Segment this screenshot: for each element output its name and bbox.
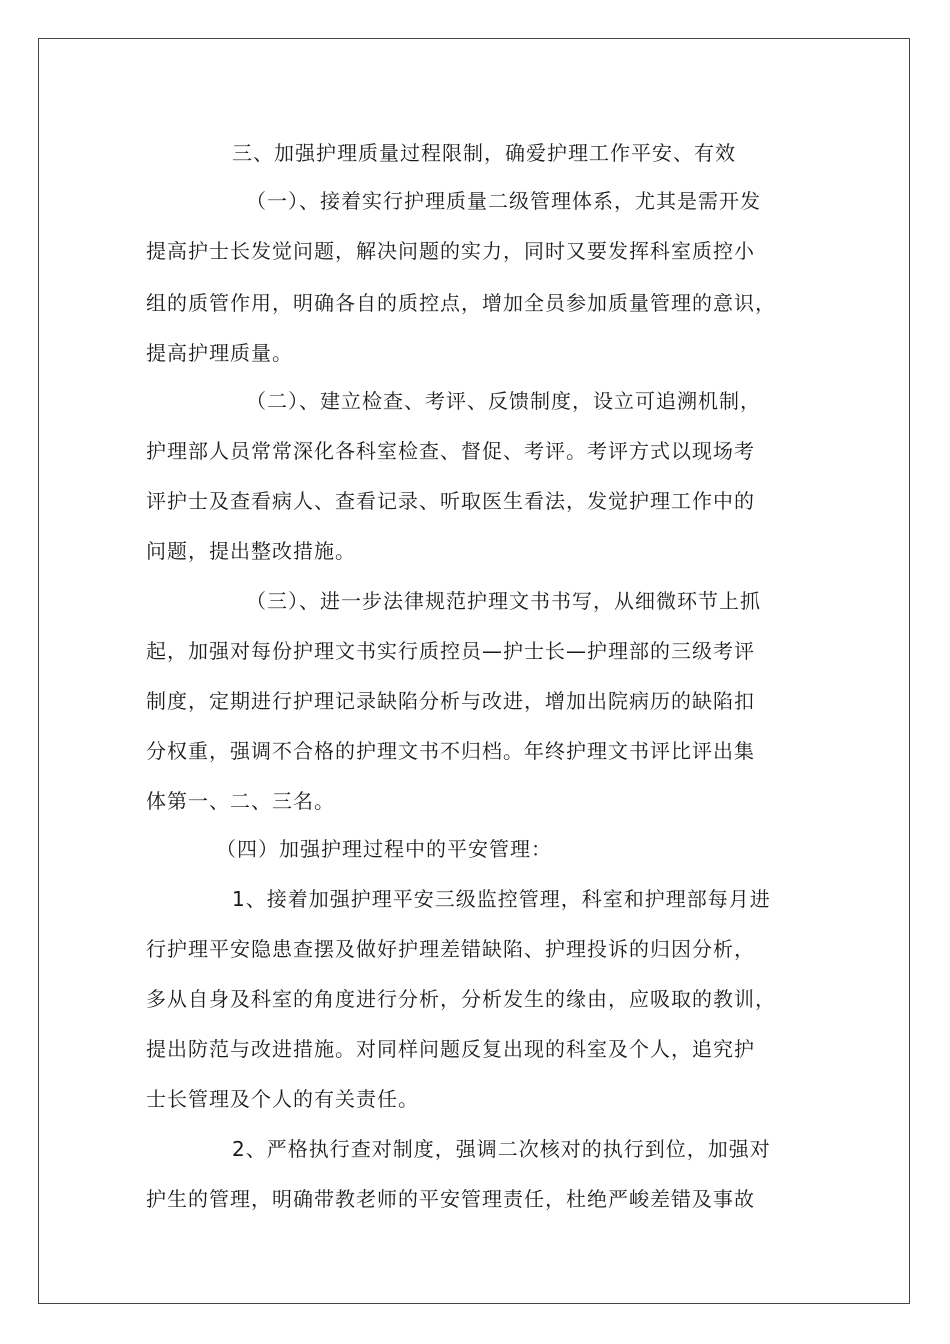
page-border	[38, 38, 910, 1304]
paragraph-line: 提高护理质量。	[146, 341, 293, 365]
paragraph-line: 问题，提出整改措施。	[146, 539, 356, 563]
paragraph-line: 提高护士长发觉问题，解决问题的实力，同时又要发挥科室质控小	[146, 239, 755, 263]
paragraph-line: 分权重，强调不合格的护理文书不归档。年终护理文书评比评出集	[146, 739, 755, 763]
paragraph-line: （三）、进一步法律规范护理文书书写，从细微环节上抓	[246, 589, 761, 613]
paragraph-line: 士长管理及个人的有关责任。	[146, 1087, 419, 1111]
paragraph-line: 多从自身及科室的角度进行分析，分析发生的缘由，应吸取的教训，	[146, 987, 776, 1011]
paragraph-line: 组的质管作用，明确各自的质控点，增加全员参加质量管理的意识，	[146, 291, 776, 315]
paragraph-line: 护理部人员常常深化各科室检查、督促、考评。考评方式以现场考	[146, 439, 755, 463]
paragraph-line: 2、严格执行查对制度，强调二次核对的执行到位，加强对	[232, 1137, 771, 1161]
paragraph-line: 护生的管理，明确带教老师的平安管理责任，杜绝严峻差错及事故	[146, 1187, 755, 1211]
paragraph-line: 制度，定期进行护理记录缺陷分析与改进，增加出院病历的缺陷扣	[146, 689, 755, 713]
paragraph-line: （一）、接着实行护理质量二级管理体系，尤其是需开发	[246, 189, 761, 213]
paragraph-line: 提出防范与改进措施。对同样问题反复出现的科室及个人，追究护	[146, 1037, 755, 1061]
paragraph-line: 体第一、二、三名。	[146, 789, 335, 813]
paragraph-line: （二）、建立检查、考评、反馈制度，设立可追溯机制，	[246, 389, 761, 413]
subsection-heading: （四）加强护理过程中的平安管理：	[216, 837, 552, 861]
paragraph-line: 行护理平安隐患查摆及做好护理差错缺陷、护理投诉的归因分析，	[146, 937, 755, 961]
section-heading: 三、加强护理质量过程限制，确爱护理工作平安、有效	[232, 141, 736, 165]
paragraph-line: 起，加强对每份护理文书实行质控员—护士长—护理部的三级考评	[146, 639, 755, 663]
paragraph-line: 1、接着加强护理平安三级监控管理，科室和护理部每月进	[232, 887, 771, 911]
paragraph-line: 评护士及查看病人、查看记录、听取医生看法，发觉护理工作中的	[146, 489, 755, 513]
